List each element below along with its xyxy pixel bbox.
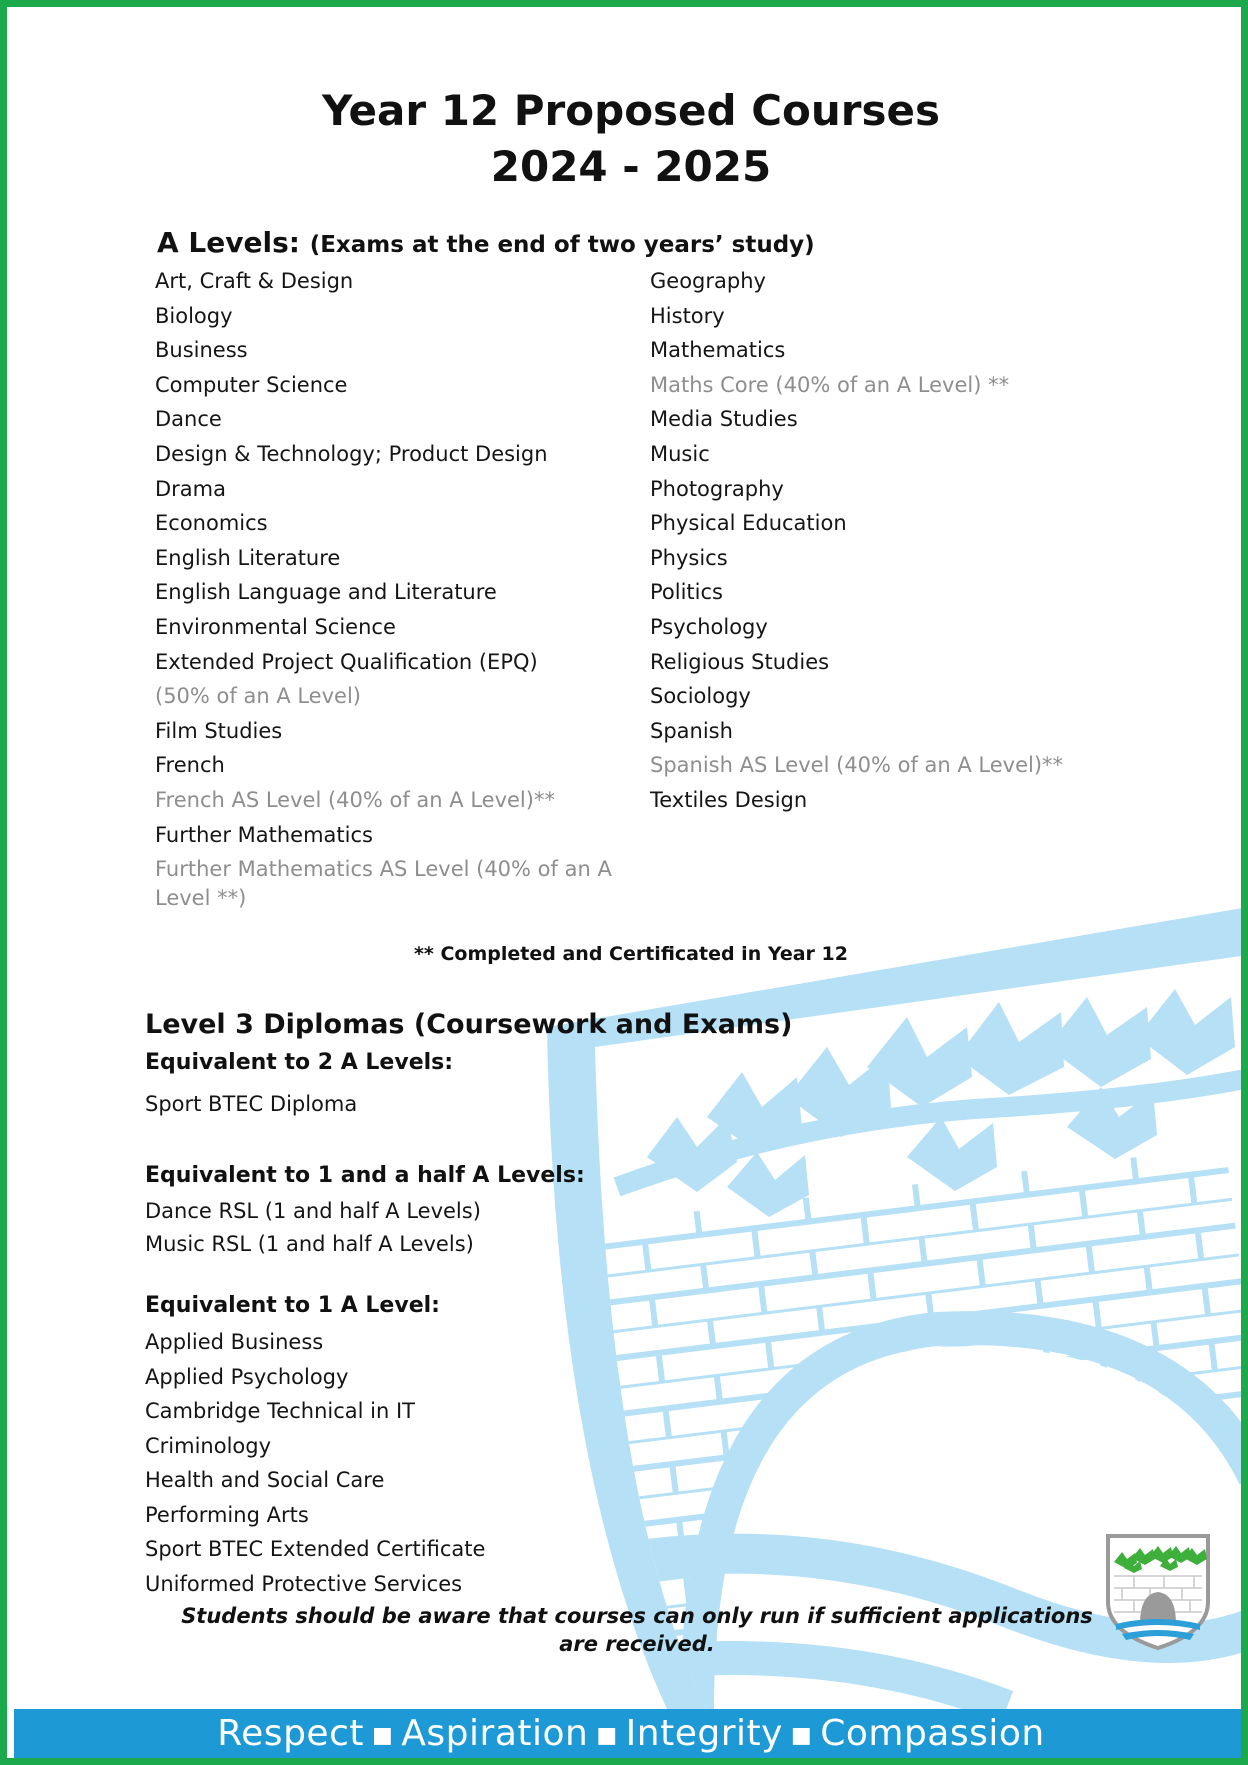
equivalent-1-5-heading: Equivalent to 1 and a half A Levels: xyxy=(145,1163,585,1188)
list-item: Computer Science xyxy=(155,372,348,397)
list-item: Geography xyxy=(650,269,766,293)
motto-respect: Respect xyxy=(217,1713,364,1754)
list-item: Media Studies xyxy=(650,407,798,432)
list-item: Religious Studies xyxy=(650,649,830,674)
diplomas-heading: Level 3 Diplomas (Coursework and Exams) xyxy=(145,1009,793,1040)
list-item: Psychology xyxy=(650,614,768,639)
list-item-note: Further Mathematics AS Level (40% of an A Level **) xyxy=(155,857,612,911)
list-item-note: Spanish AS Level (40% of an A Level)** xyxy=(650,753,1064,778)
a-levels-heading-note: (Exams at the end of two years’ study) xyxy=(309,232,815,258)
list-item: Music RSL (1 and half A Levels) xyxy=(145,1232,474,1256)
list-item-note: Maths Core (40% of an A Level) ** xyxy=(650,372,1010,397)
list-item: Design & Technology; Product Design xyxy=(155,441,548,466)
list-item: Applied Business xyxy=(145,1330,324,1354)
list-item: Cambridge Technical in IT xyxy=(145,1399,415,1423)
a-levels-right-column xyxy=(650,264,1170,818)
equivalent-2-heading: Equivalent to 2 A Levels: xyxy=(145,1050,454,1075)
motto-integrity: Integrity xyxy=(625,1713,783,1754)
list-item: Sociology xyxy=(650,684,751,709)
list-item: Dance xyxy=(155,407,222,432)
list-item: Photography xyxy=(650,476,784,501)
list-item: Music xyxy=(650,441,710,466)
list-item: Performing Arts xyxy=(145,1502,309,1527)
motto-aspiration: Aspiration xyxy=(401,1713,589,1754)
list-item: Film Studies xyxy=(155,718,283,743)
list-item: Uniformed Protective Services xyxy=(145,1571,463,1596)
school-motto: Respect ■ Aspiration ■ Integrity ■ Compassion xyxy=(217,1713,1045,1754)
list-item-note: (50% of an A Level) xyxy=(155,684,361,709)
a-levels-left-column xyxy=(155,264,615,913)
page-subtitle-years: 2024 - 2025 xyxy=(490,142,772,191)
a-levels-heading-label: A Levels: xyxy=(157,226,300,259)
list-item: Politics xyxy=(650,580,723,605)
equivalent-1-list xyxy=(145,1325,485,1601)
list-item: Physics xyxy=(650,545,728,570)
list-item: Textiles Design xyxy=(650,787,808,812)
list-item: Extended Project Qualification (EPQ) xyxy=(155,649,538,674)
list-item: Art, Craft & Design xyxy=(155,269,354,293)
list-item: Mathematics xyxy=(650,338,786,363)
list-item: Biology xyxy=(155,303,233,328)
equivalent-2-list xyxy=(145,1087,357,1121)
equivalent-1-5-list xyxy=(145,1195,481,1261)
list-item: Dance RSL (1 and half A Levels) xyxy=(145,1199,481,1223)
equivalent-1-heading: Equivalent to 1 A Level: xyxy=(145,1293,440,1318)
list-item: History xyxy=(650,303,725,328)
list-item: Criminology xyxy=(145,1433,272,1458)
list-item: Economics xyxy=(155,511,268,536)
list-item: Sport BTEC Extended Certificate xyxy=(145,1537,486,1561)
list-item: Drama xyxy=(155,476,226,501)
a-levels-footnote: ** Completed and Certificated in Year 12 xyxy=(414,943,848,965)
list-item: Spanish xyxy=(650,718,733,743)
list-item: Sport BTEC Diploma xyxy=(145,1092,358,1116)
list-item: Health and Social Care xyxy=(145,1468,385,1492)
list-item: Environmental Science xyxy=(155,614,396,639)
motto-compassion: Compassion xyxy=(820,1713,1045,1754)
list-item: French xyxy=(155,753,225,778)
list-item: English Literature xyxy=(155,545,341,570)
list-item: Business xyxy=(155,338,248,363)
a-levels-heading xyxy=(157,226,815,259)
applications-disclaimer: Students should be aware that courses can only run if sufficient applications are received. xyxy=(181,1604,1093,1656)
list-item: Applied Psychology xyxy=(145,1364,349,1389)
page-title: Year 12 Proposed Courses xyxy=(321,86,940,135)
motto-footer-bar xyxy=(14,1709,1248,1765)
list-item: English Language and Literature xyxy=(155,580,497,605)
list-item: Physical Education xyxy=(650,511,847,536)
school-crest-logo xyxy=(1104,1532,1212,1650)
list-item-note: French AS Level (40% of an A Level)** xyxy=(155,787,555,812)
list-item: Further Mathematics xyxy=(155,822,373,847)
